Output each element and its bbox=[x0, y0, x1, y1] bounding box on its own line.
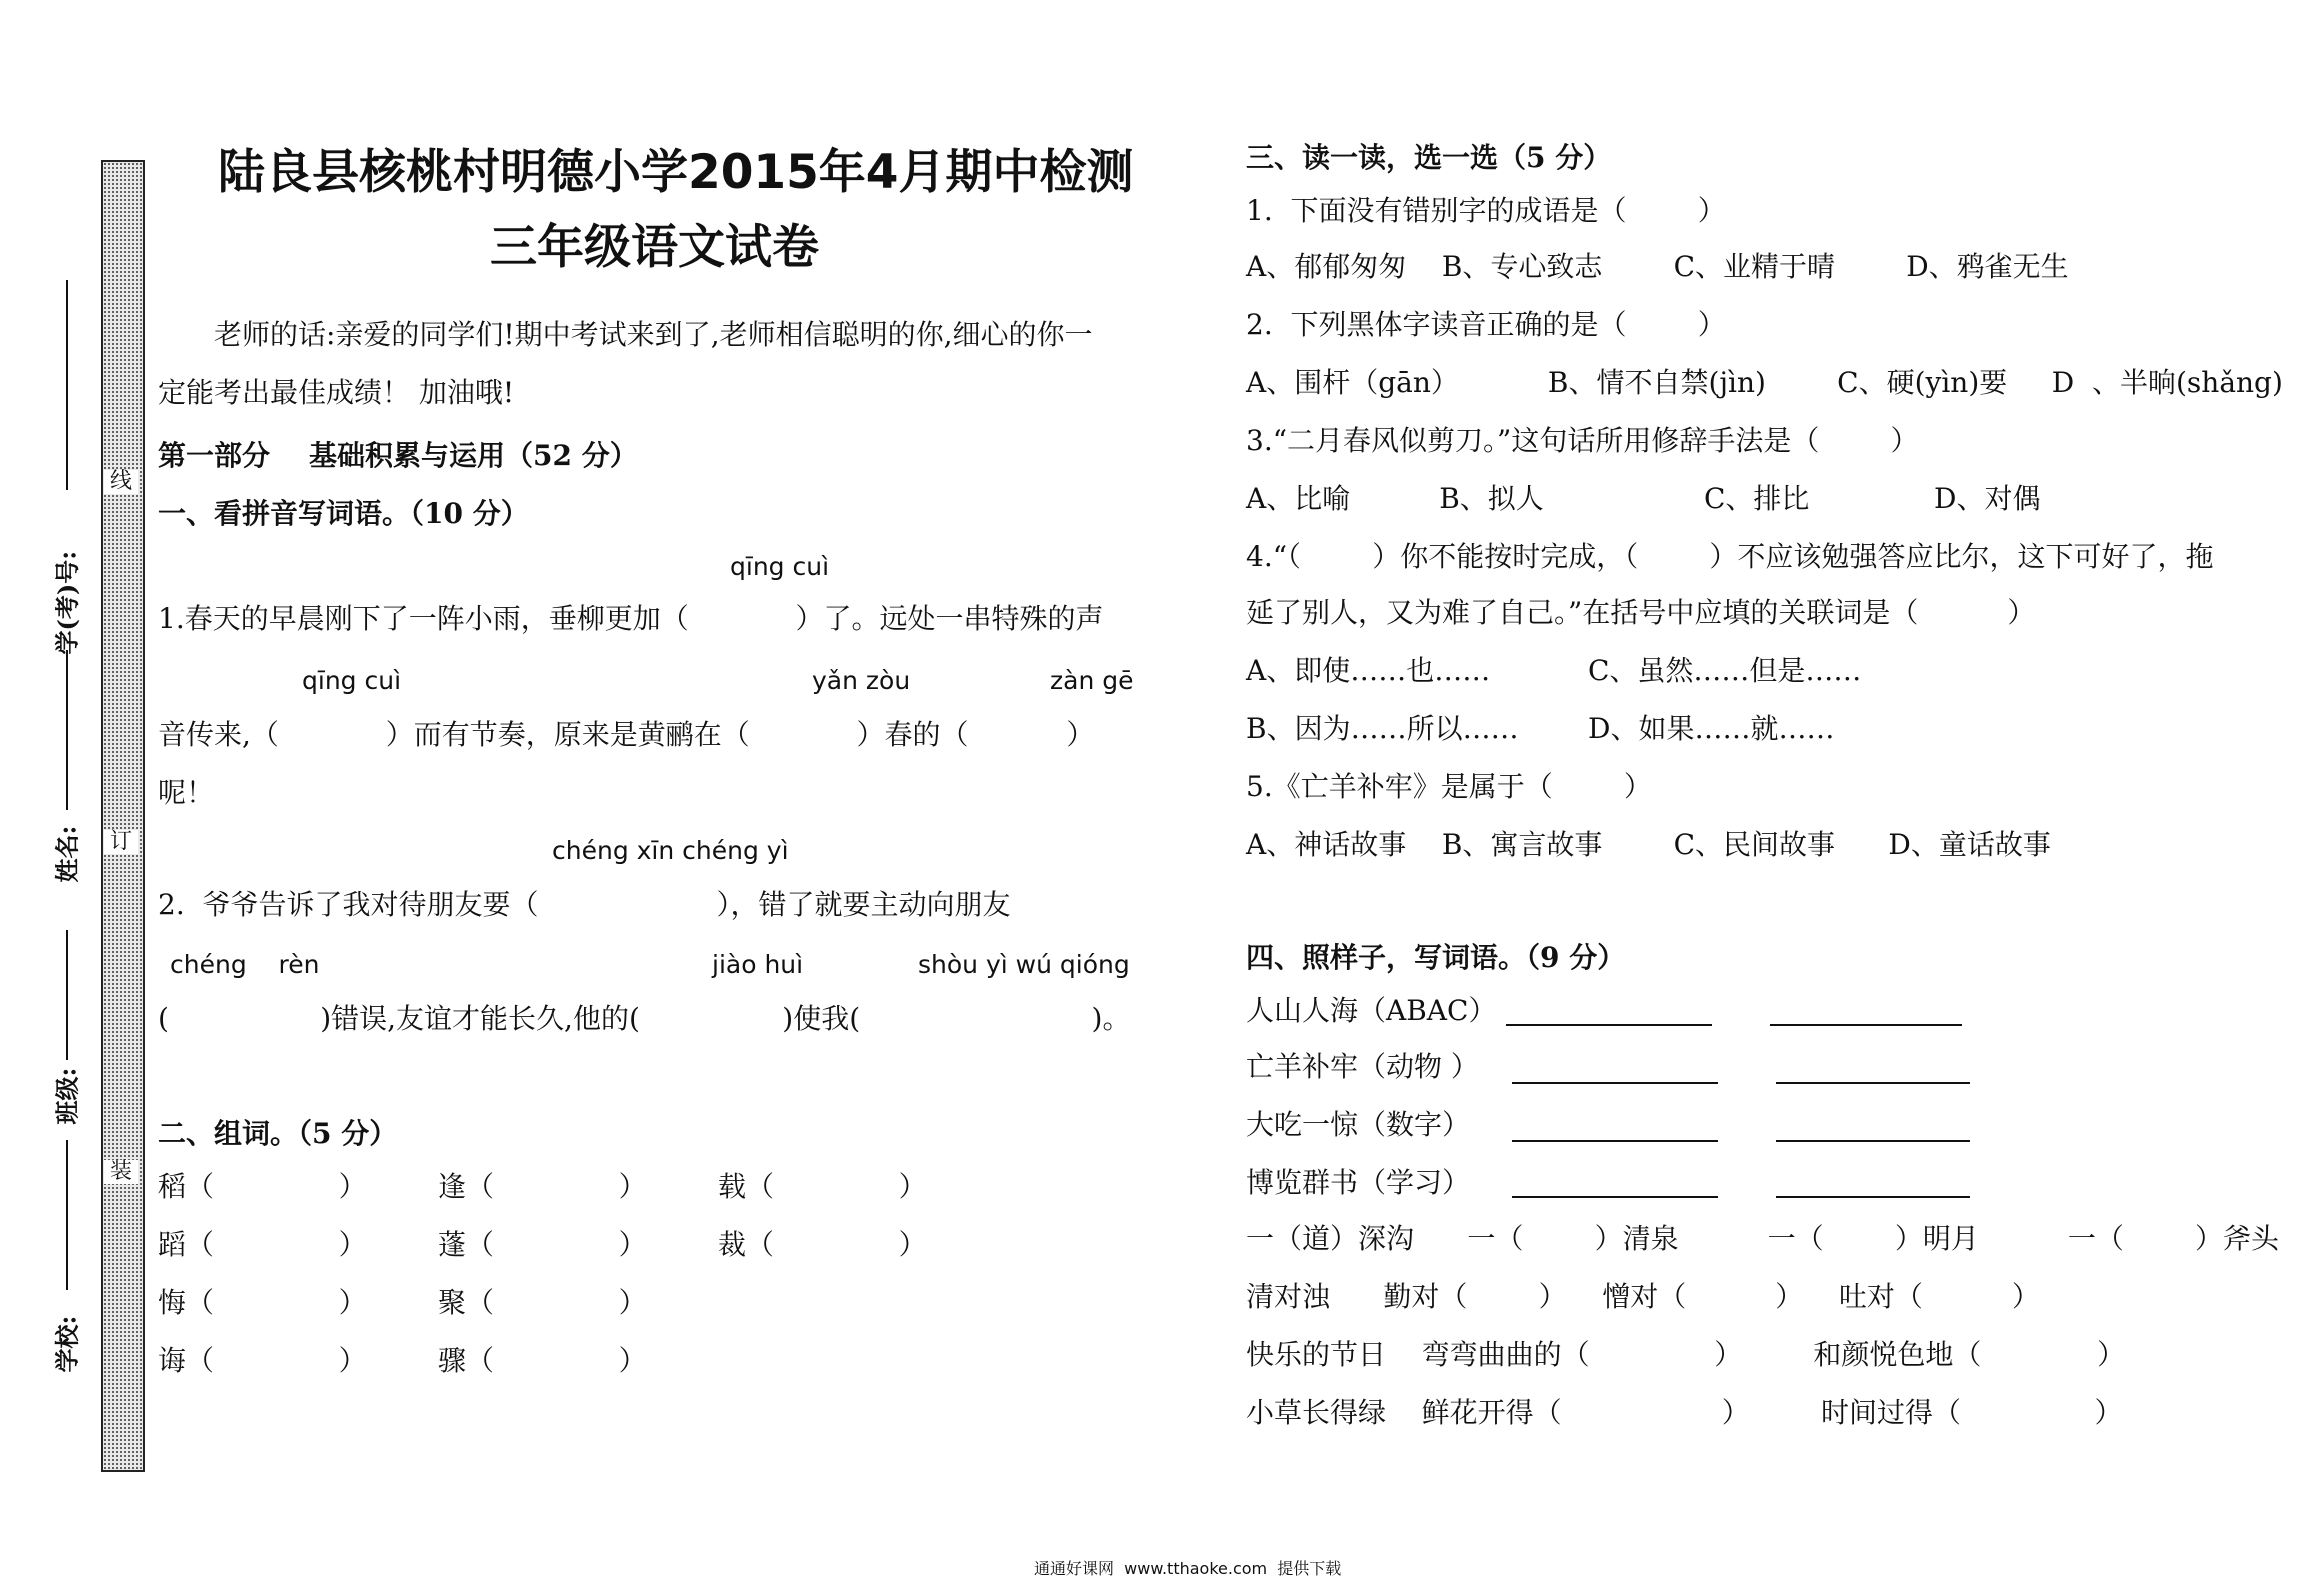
binding-label-xian: 线 bbox=[104, 470, 138, 494]
q1-line1: 1.春天的早晨刚下了一阵小雨，垂柳更加（ ）了。远处一串特殊的声 bbox=[158, 602, 1104, 635]
class-label: 班级: bbox=[52, 1067, 82, 1125]
binding-label-zhuang: 装 bbox=[104, 1160, 138, 1184]
s3-q3: 3.“二月春风似剪刀。”这句话所用修辞手法是（ ） bbox=[1246, 424, 1919, 457]
pinyin-chengren: chéng rèn bbox=[170, 950, 320, 979]
s3-q4-option-c: C、虽然……但是…… bbox=[1588, 654, 1862, 687]
binding-label-ding: 订 bbox=[104, 830, 138, 854]
s4-row6: 清对浊 勤对（ ） 憎对（ ） 吐对（ ） bbox=[1246, 1280, 2040, 1313]
word-item: 蹈（ ） bbox=[158, 1228, 367, 1261]
s3-q4-line1: 4.“（ ）你不能按时完成，（ ）不应该勉强答应比尔，这下可好了，拖 bbox=[1246, 540, 2214, 573]
s4-row8: 小草长得绿 鲜花开得（ ） 时间过得（ ） bbox=[1246, 1396, 2123, 1429]
s4-row1: 人山人海（ABAC） bbox=[1246, 994, 1497, 1027]
word-item: 诲（ ） bbox=[158, 1344, 367, 1377]
q2-line1: 2. 爷爷告诉了我对待朋友要（ ），错了就要主动向朋友 bbox=[158, 888, 1011, 921]
pinyin-qingcui-1: qīng cuì bbox=[730, 552, 830, 581]
section4-heading: 四、照样子，写词语。（9 分） bbox=[1246, 941, 1626, 974]
binding-strip bbox=[101, 160, 145, 1472]
answer-line bbox=[1776, 1082, 1970, 1084]
s3-q4-line2: 延了别人，又为难了自己。”在括号中应填的关联词是（ ） bbox=[1246, 596, 2036, 629]
s4-row4: 博览群书（学习） bbox=[1246, 1166, 1471, 1199]
s4-row3: 大吃一惊（数字） bbox=[1246, 1108, 1471, 1141]
s3-q5-options: A、神话故事 B、寓言故事 C、民间故事 D、童话故事 bbox=[1246, 828, 2051, 861]
pinyin-qingcui-2: qīng cuì bbox=[302, 666, 402, 695]
answer-line bbox=[1512, 1196, 1718, 1198]
s3-q4-option-a: A、即使……也…… bbox=[1246, 654, 1491, 687]
pinyin-jiaohui: jiào huì bbox=[712, 950, 804, 979]
section2-heading: 二、组词。（5 分） bbox=[158, 1117, 398, 1150]
s3-q4-option-b: B、因为……所以…… bbox=[1246, 712, 1519, 745]
s3-q3-options: A、比喻 B、拟人 C、排比 D、对偶 bbox=[1246, 482, 2041, 515]
pinyin-shouyiwuqiong: shòu yì wú qióng bbox=[918, 950, 1130, 979]
word-item: 载（ ） bbox=[718, 1170, 927, 1203]
answer-line bbox=[1506, 1024, 1712, 1026]
answer-line bbox=[1776, 1140, 1970, 1142]
school-label: 学校: bbox=[52, 1315, 82, 1373]
name-line bbox=[66, 650, 68, 810]
s4-row5: 一（道）深沟 一（ ）清泉 一（ ）明月 一（ ）斧头 bbox=[1246, 1222, 2280, 1255]
answer-line bbox=[1512, 1082, 1718, 1084]
school-line bbox=[66, 1140, 68, 1290]
q1-line2: 音传来,（ ）而有节奏，原来是黄鹂在（ ）春的（ ） bbox=[158, 718, 1095, 751]
word-item: 聚（ ） bbox=[438, 1286, 647, 1319]
q2-line2: ( )错误,友谊才能长久,他的( )使我( )。 bbox=[158, 1002, 1131, 1035]
class-line bbox=[66, 930, 68, 1060]
s3-q5: 5.《亡羊补牢》是属于（ ） bbox=[1246, 770, 1652, 803]
section3-heading: 三、读一读，选一选（5 分） bbox=[1246, 141, 1612, 174]
q1-line3: 呢！ bbox=[158, 776, 215, 809]
exam-title-line2: 三年级语文试卷 bbox=[490, 220, 819, 275]
word-item: 逢（ ） bbox=[438, 1170, 647, 1203]
pinyin-yanzou: yǎn zòu bbox=[812, 666, 911, 695]
answer-line bbox=[1776, 1196, 1970, 1198]
s4-row7: 快乐的节日 弯弯曲曲的（ ） 和颜悦色地（ ） bbox=[1246, 1338, 2126, 1371]
student-id-line bbox=[66, 280, 68, 490]
word-item: 裁（ ） bbox=[718, 1228, 927, 1261]
section1-heading: 一、看拼音写词语。（10 分） bbox=[158, 497, 529, 530]
s3-q1: 1. 下面没有错别字的成语是（ ） bbox=[1246, 194, 1726, 227]
name-label: 姓名: bbox=[52, 825, 82, 883]
s3-q2: 2. 下列黑体字读音正确的是（ ） bbox=[1246, 308, 1726, 341]
intro-line2: 定能考出最佳成绩！ 加油哦! bbox=[158, 376, 515, 409]
s4-row2: 亡羊补牢（动物 ） bbox=[1246, 1050, 1479, 1083]
answer-line bbox=[1512, 1140, 1718, 1142]
word-item: 蓬（ ） bbox=[438, 1228, 647, 1261]
s3-q4-option-d: D、如果……就…… bbox=[1588, 712, 1835, 745]
s3-q2-options: A、围杆（gān） B、情不自禁(jìn) C、硬(yìn)要 D 、半晌(shǎng) bbox=[1246, 366, 2283, 399]
word-item: 骤（ ） bbox=[438, 1344, 647, 1377]
s3-q1-options: A、郁郁匆匆 B、专心致志 C、业精于晴 D、鸦雀无生 bbox=[1246, 250, 2069, 283]
answer-line bbox=[1770, 1024, 1962, 1026]
word-item: 悔（ ） bbox=[158, 1286, 367, 1319]
part1-heading: 第一部分 基础积累与运用（52 分） bbox=[158, 439, 638, 472]
footer-credit: 通通好课网 www.tthaoke.com 提供下载 bbox=[1034, 1559, 1342, 1578]
student-id-label: 学(考)号: bbox=[52, 550, 82, 655]
pinyin-zange: zàn gē bbox=[1050, 666, 1134, 695]
intro-line1: 老师的话:亲爱的同学们!期中考试来到了,老师相信聪明的你,细心的你一 bbox=[214, 318, 1093, 351]
exam-title-line1: 陆良县核桃村明德小学2015年4月期中检测 bbox=[218, 145, 1134, 200]
word-item: 稻（ ） bbox=[158, 1170, 367, 1203]
pinyin-chengxinchengyi: chéng xīn chéng yì bbox=[552, 836, 789, 865]
